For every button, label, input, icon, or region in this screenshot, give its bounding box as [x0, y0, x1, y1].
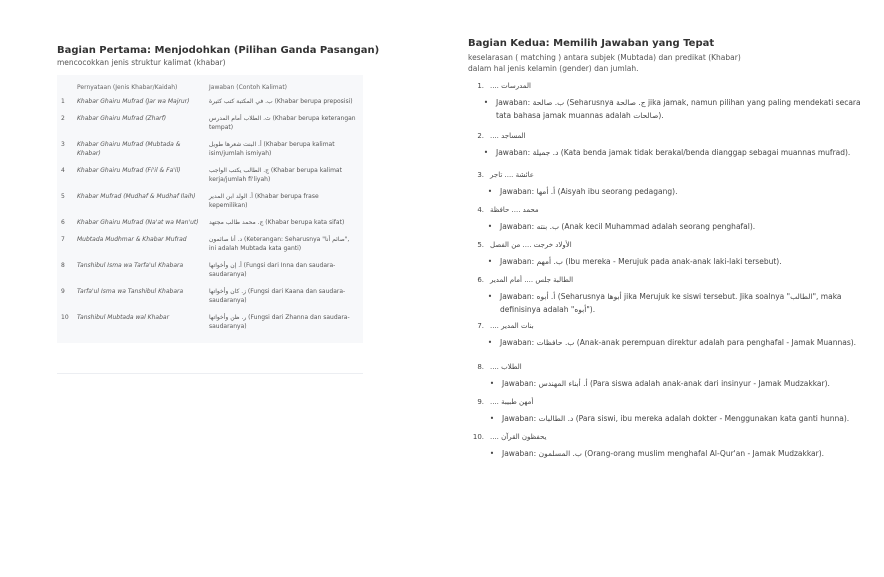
- question-item: 5. الأولاد خرجت .... من الفصل • Jawaban: ب. أمهم (Ibu mereka - Merujuk pada anak-anak laki-laki tersebut).: [468, 241, 868, 268]
- table-row: 6 Khabar Ghairu Mufrad (Na'at wa Man'ut) ج. محمد طالب مجتهد (Khabar berupa kata sifat): [61, 219, 345, 226]
- bullet-icon: •: [483, 98, 489, 107]
- question-item: 8. الطلاب .... • Jawaban: أ. أبناء المهندس (Para siswa adalah anak-anak dari insinyur - Jamak Mudzakkar).: [468, 363, 868, 390]
- answer-text: Jawaban: أ. أبناء المهندس (Para siswa adalah anak-anak dari insinyur - Jamak Mudzakkar).: [502, 379, 830, 388]
- bullet-icon: •: [487, 292, 493, 301]
- bullet-icon: •: [487, 338, 493, 347]
- question-text: الطلاب ....: [490, 363, 522, 371]
- bullet-icon: •: [489, 414, 495, 423]
- table-row: 3 Khabar Ghairu Mufrad (Mubtada & Khabar) أ. البنت شعرها طويل (Khabar berupa kalimat isim/jumlah ismiyah): [61, 141, 335, 157]
- question-item: 7. بنات المدير .... • Jawaban: ب. حافظات (Anak-anak perempuan direktur adalah para penghafal - Jamak Muannas).: [468, 322, 868, 349]
- question-item: 1. المدرسات .... • Jawaban: ب. صالحة (Seharusnya ج. صالحة jika jamak, namun pilihan yang paling mendekati secara tata bahasa jamak muannas adalah صالحات).: [468, 82, 868, 122]
- question-item: 2. المساجد .... • Jawaban: د. جميلة (Kata benda jamak tidak berakal/benda dianggap sebagai muannas mufrad).: [468, 132, 868, 159]
- question-item: 4. محمد .... حافظة • Jawaban: ب. بنته (Anak kecil Muhammad adalah seorang penghafal).: [468, 206, 868, 233]
- column-header-answer: Jawaban (Contoh Kalimat): [209, 84, 288, 91]
- bullet-icon: •: [483, 148, 489, 157]
- divider: [57, 373, 363, 374]
- table-row: 4 Khabar Ghairu Mufrad (Fi'il & Fa'il) ج. الطالب يكتب الواجب (Khabar berupa kalimat kerja/jumlah fi'liyah): [61, 167, 342, 183]
- bullet-icon: •: [487, 187, 493, 196]
- answer-text: Jawaban: أ. أمها (Aisyah ibu seorang pedagang).: [500, 187, 678, 196]
- question-item: 9. أمهن طبيبة .... • Jawaban: د. الطالبات (Para siswi, ibu mereka adalah dokter - Menggunakan kata ganti hunna).: [468, 398, 868, 425]
- question-text: أمهن طبيبة ....: [490, 398, 534, 406]
- answer-text: Jawaban: ب. بنته (Anak kecil Muhammad adalah seorang penghafal).: [500, 222, 756, 231]
- table-header: [57, 78, 363, 97]
- answer-text: Jawaban: ب. حافظات (Anak-anak perempuan direktur adalah para penghafal - Jamak Muannas).: [500, 338, 857, 347]
- column-header-statement: Pernyataan (Jenis Khabar/Kaidah): [77, 84, 178, 91]
- table-row: 10 Tanshibul Mubtada wal Khabar ر. ظن وأخواتها (Fungsi dari Zhanna dan saudara-saudaranya): [61, 314, 350, 330]
- matching-table: [57, 75, 363, 343]
- bullet-icon: •: [487, 222, 493, 231]
- question-item: 6. الطالبة جلس .... أمام المدير • Jawaban: أ. أبوه (Seharusnya أبوها jika Merujuk ke siswi tersebut. Jika soalnya "الطالب", maka definisinya adalah "أبوه").: [468, 276, 868, 316]
- question-text: عائشة .... تاجر: [490, 171, 534, 179]
- part2-section: [468, 38, 868, 460]
- answer-text: Jawaban: د. جميلة (Kata benda jamak tidak berakal/benda dianggap sebagai muannas mufrad).: [496, 148, 851, 157]
- answer-text: Jawaban: ب. صالحة (Seharusnya ج. صالحة jika jamak, namun pilihan yang paling mendekati secara tata bahasa jamak muannas adalah صالحات).: [496, 98, 861, 120]
- part2-subtitle-2: dalam hal jenis kelamin (gender) dan jumlah.: [468, 64, 639, 73]
- answer-text: Jawaban: ب. أمهم (Ibu mereka - Merujuk pada anak-anak laki-laki tersebut).: [500, 257, 782, 266]
- question-text: المساجد ....: [490, 132, 526, 140]
- table-row: 8 Tanshibul Isma wa Tarfa'ul Khabara أ. إن وأخواتها (Fungsi dari Inna dan saudara-saudaranya): [61, 262, 336, 278]
- question-text: الأولاد خرجت .... من الفصل: [490, 241, 572, 249]
- question-item: 10. يحفظون القرآن .... • Jawaban: ب. المسلمون (Orang-orang muslim menghafal Al-Qur'an - Jamak Mudzakkar).: [468, 433, 868, 460]
- table-row: 9 Tarfa'ul Isma wa Tanshibul Khabara ز. كان وأخواتها (Fungsi dari Kaana dan saudara-saudaranya): [61, 288, 346, 304]
- question-text: بنات المدير ....: [490, 322, 534, 330]
- part1-section: [57, 45, 389, 374]
- question-item: 3. عائشة .... تاجر • Jawaban: أ. أمها (Aisyah ibu seorang pedagang).: [468, 171, 868, 198]
- bullet-icon: •: [487, 257, 493, 266]
- answer-text: Jawaban: د. الطالبات (Para siswi, ibu mereka adalah dokter - Menggunakan kata ganti hunna).: [502, 414, 850, 423]
- part1-title: Bagian Pertama: Menjodohkan (Pilihan Ganda Pasangan): [57, 45, 380, 56]
- table-row: 5 Khabar Mufrad (Mudhaf & Mudhaf Ilaih) أ. الولد ابن المدير (Khabar berupa frase kepemilikan): [61, 193, 319, 209]
- bullet-icon: •: [489, 379, 495, 388]
- question-text: محمد .... حافظة: [490, 206, 539, 214]
- part1-subtitle: mencocokkan jenis struktur kalimat (khabar): [57, 58, 226, 67]
- question-text: الطالبة جلس .... أمام المدير: [490, 276, 574, 284]
- answer-text: Jawaban: أ. أبوه (Seharusnya أبوها jika Merujuk ke siswi tersebut. Jika soalnya "الطالب", maka definisinya adalah "أبوه").: [500, 292, 842, 314]
- question-text: يحفظون القرآن ....: [490, 433, 547, 441]
- question-text: المدرسات ....: [490, 82, 531, 90]
- table-row: 2 Khabar Ghairu Mufrad (Zharf) ث. الطلاب أمام المدرس (Khabar berupa keterangan tempat): [61, 115, 356, 131]
- part2-title: Bagian Kedua: Memilih Jawaban yang Tepat: [468, 38, 715, 49]
- bullet-icon: •: [489, 449, 495, 458]
- answer-text: Jawaban: ب. المسلمون (Orang-orang muslim menghafal Al-Qur'an - Jamak Mudzakkar).: [502, 449, 825, 458]
- part2-subtitle: keselarasan ( matching ) antara subjek (Mubtada) dan predikat (Khabar): [468, 53, 741, 62]
- table-row: 7 Mubtada Mudhmar & Khabar Mufrad د. أنا صائمون (Keterangan: Seharusnya "صائم أنا", ini adalah Mubtada kata ganti): [61, 236, 350, 252]
- table-row: 1 Khabar Ghairu Mufrad (Jar wa Majrur) ب. في المكتبة كتب كثيرة (Khabar berupa preposisi): [61, 98, 353, 105]
